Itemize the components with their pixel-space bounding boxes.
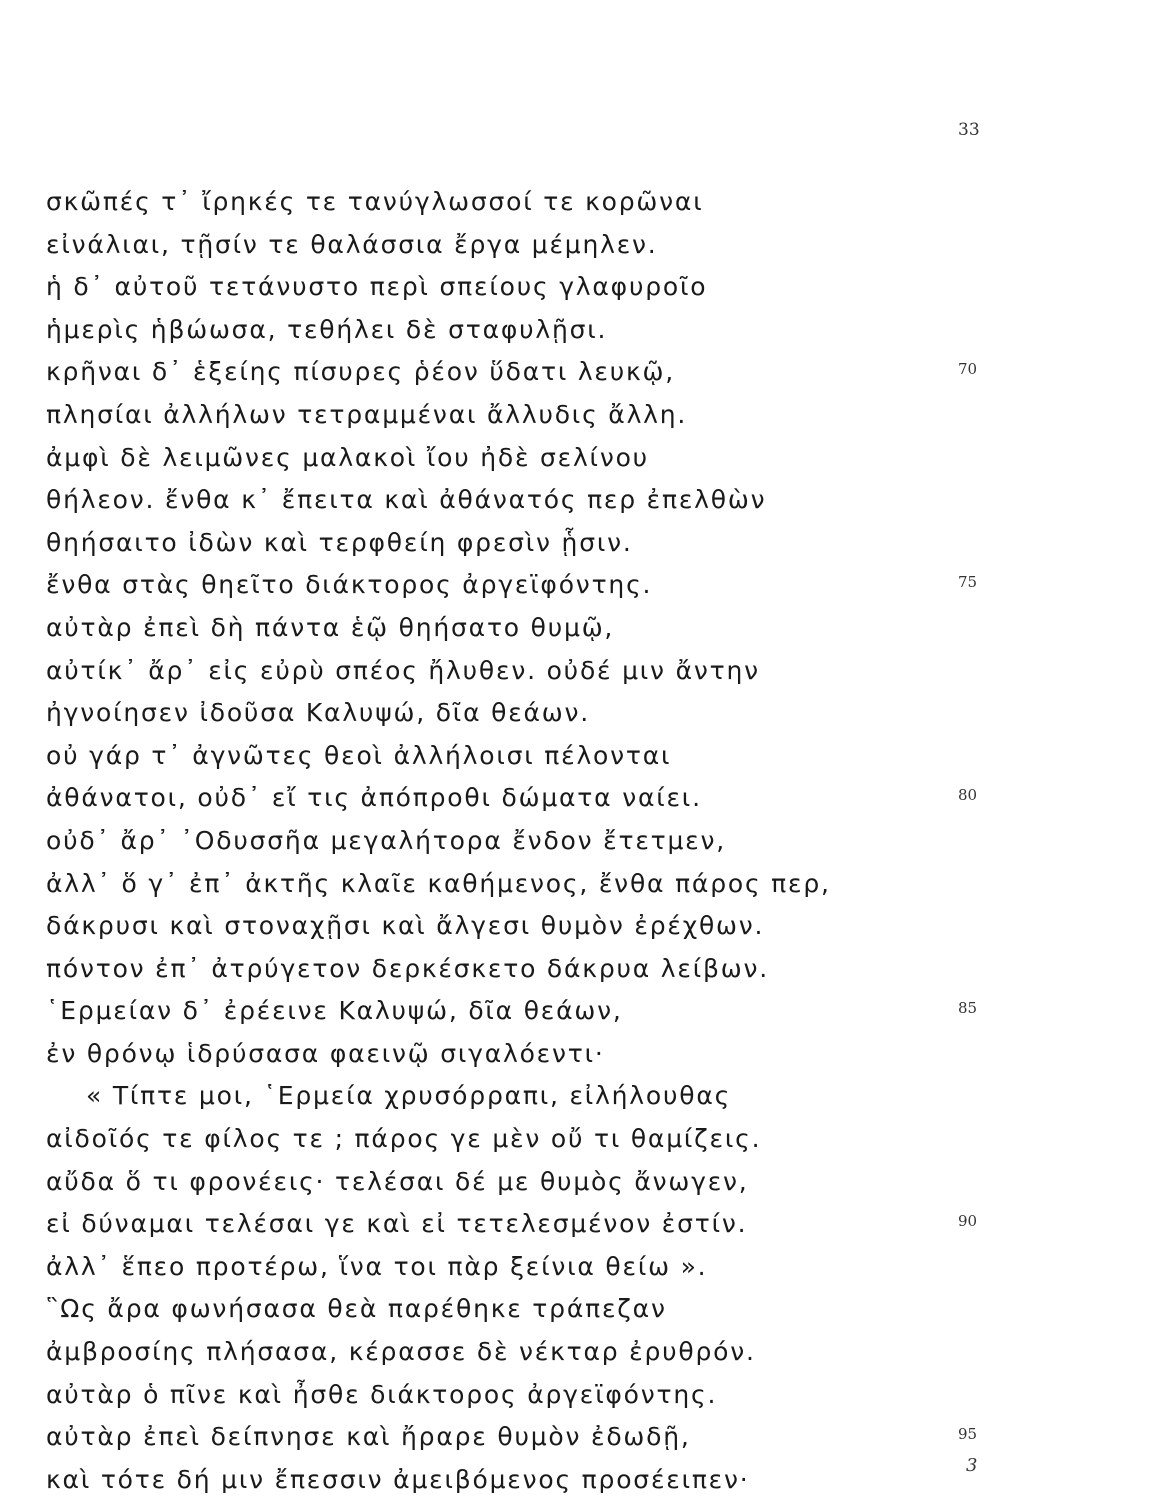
verse-line <box>46 1375 1126 1418</box>
verse-text: ἡμερὶς ἡβώωσα, τεθήλει δὲ σταφυλῇσι. <box>46 314 608 344</box>
verse-line <box>46 949 1126 992</box>
verse-text: καὶ τότε δή μιν ἔπεσσιν ἀμειβόμενος προσέειπεν· <box>46 1464 750 1494</box>
verse-line <box>46 1119 1126 1162</box>
verse-line <box>46 1247 1126 1290</box>
verse-line <box>46 1332 1126 1375</box>
verse-line <box>46 736 1126 779</box>
verse-text: ἀλλ᾽ ὅ γ᾽ ἐπ᾽ ἀκτῆς κλαῖε καθήμενος, ἔνθα πάρος περ, <box>46 868 831 898</box>
verse-line <box>46 480 1126 523</box>
verse-line <box>46 395 1126 438</box>
verse-line <box>46 1162 1126 1205</box>
verse-text: ἀλλ᾽ ἕπεο προτέρω, ἵνα τοι πὰρ ξείνια θείω ». <box>46 1251 708 1281</box>
verse-line <box>46 267 1126 310</box>
verse-line <box>46 565 1126 608</box>
verse-line <box>46 693 1126 736</box>
verse-text: ἔνθα στὰς θηεῖτο διάκτορος ἀργεϊφόντης. <box>46 570 653 600</box>
verse-text: κρῆναι δ᾽ ἑξείης πίσυρες ῥέον ὕδατι λευκῷ, <box>46 357 676 387</box>
verse-line <box>46 778 1126 821</box>
verse-line <box>46 1289 1126 1332</box>
verse-line <box>46 310 1126 353</box>
verse-line <box>46 608 1126 651</box>
line-number: 95 <box>958 1425 978 1444</box>
verse-text: ἀθάνατοι, οὐδ᾽ εἴ τις ἀπόπροθι δώματα ναίει. <box>46 783 702 813</box>
verse-line <box>46 1076 1126 1119</box>
verse-text: πλησίαι ἀλλήλων τετραμμέναι ἄλλυδις ἄλλη. <box>46 399 688 429</box>
verse-text: αὐτὰρ ἐπεὶ δὴ πάντα ἑῷ θηήσατο θυμῷ, <box>46 612 615 642</box>
verse-text: θήλεον. ἔνθα κ᾽ ἔπειτα καὶ ἀθάνατός περ ἐπελθὼν <box>46 485 767 515</box>
line-number: 75 <box>958 573 978 592</box>
signature-mark: 3 <box>966 1455 978 1476</box>
verse-text: οὐδ᾽ ἄρ᾽ ᾽Οδυσσῆα μεγαλήτορα ἔνδον ἔτετμεν, <box>46 825 727 855</box>
verse-line <box>46 225 1126 268</box>
verse-text: αὐτίκ᾽ ἄρ᾽ εἰς εὐρὺ σπέος ἤλυθεν. οὐδέ μιν ἄντην <box>46 655 760 685</box>
verse-text: δάκρυσι καὶ στοναχῇσι καὶ ἄλγεσι θυμὸν ἐρέχθων. <box>46 911 765 941</box>
verse-line <box>46 864 1126 907</box>
verse-line <box>46 352 1126 395</box>
verse-line <box>46 906 1126 949</box>
line-number: 80 <box>958 786 978 805</box>
verse-line <box>46 523 1126 566</box>
verse-text: ἀμφὶ δὲ λειμῶνες μαλακοὶ ἴου ἠδὲ σελίνου <box>46 442 649 472</box>
verse-line <box>46 438 1126 481</box>
line-number: 85 <box>958 999 978 1018</box>
line-number: 70 <box>958 360 978 379</box>
verse-text: πόντον ἐπ᾽ ἀτρύγετον δερκέσκετο δάκρυα λείβων. <box>46 953 769 983</box>
verse-text: αἰδοῖός τε φίλος τε ; πάρος γε μὲν οὔ τι θαμίζεις. <box>46 1124 762 1154</box>
verse-text: εἰ δύναμαι τελέσαι γε καὶ εἰ τετελεσμένον ἐστίν. <box>46 1209 748 1239</box>
verse-text: αὔδα ὅ τι φρονέεις· τελέσαι δέ με θυμὸς ἄνωγεν, <box>46 1166 749 1196</box>
verse-text: « Τίπτε μοι, ῾Ερμεία χρυσόρραπι, εἰλήλουθας <box>86 1081 732 1111</box>
verse-text: εἰνάλιαι, τῇσίν τε θαλάσσια ἔργα μέμηλεν. <box>46 229 658 259</box>
verse-line <box>46 651 1126 694</box>
verse-text: ἐν θρόνῳ ἱδρύσασα φαεινῷ σιγαλόεντι· <box>46 1038 605 1068</box>
verse-line <box>46 1417 1126 1460</box>
verse-text: ῝Ως ἄρα φωνήσασα θεὰ παρέθηκε τράπεζαν <box>46 1294 667 1324</box>
verse-line <box>46 1460 1126 1502</box>
line-number: 90 <box>958 1212 978 1231</box>
verse-text: οὐ γάρ τ᾽ ἀγνῶτες θεοὶ ἀλλήλοισι πέλονται <box>46 740 672 770</box>
verse-text: σκῶπές τ᾽ ἴρηκές τε τανύγλωσσοί τε κορῶναι <box>46 187 704 216</box>
verse-line <box>46 1034 1126 1077</box>
verse-text: ῾Ερμείαν δ᾽ ἐρέεινε Καλυψώ, δῖα θεάων, <box>46 996 623 1026</box>
page-number: 33 <box>958 120 980 140</box>
verse-line <box>46 821 1126 864</box>
verse-text: αὐτὰρ ὁ πῖνε καὶ ἦσθε διάκτορος ἀργεϊφόντης. <box>46 1379 718 1409</box>
verse-line <box>46 1204 1126 1247</box>
verse-text: θηήσαιτο ἰδὼν καὶ τερφθείη φρεσὶν ᾗσιν. <box>46 527 633 557</box>
verse-text: ἡ δ᾽ αὐτοῦ τετάνυστο περὶ σπείους γλαφυροῖο <box>46 272 708 302</box>
poem-text <box>46 182 1126 1502</box>
verse-line <box>46 991 1126 1034</box>
verse-text: ἠγνοίησεν ἰδοῦσα Καλυψώ, δῖα θεάων. <box>46 698 591 728</box>
verse-text: αὐτὰρ ἐπεὶ δείπνησε καὶ ἤραρε θυμὸν ἐδωδῇ, <box>46 1422 691 1452</box>
verse-line <box>46 182 1126 225</box>
verse-text: ἀμβροσίης πλήσασα, κέρασσε δὲ νέκταρ ἐρυθρόν. <box>46 1337 756 1367</box>
